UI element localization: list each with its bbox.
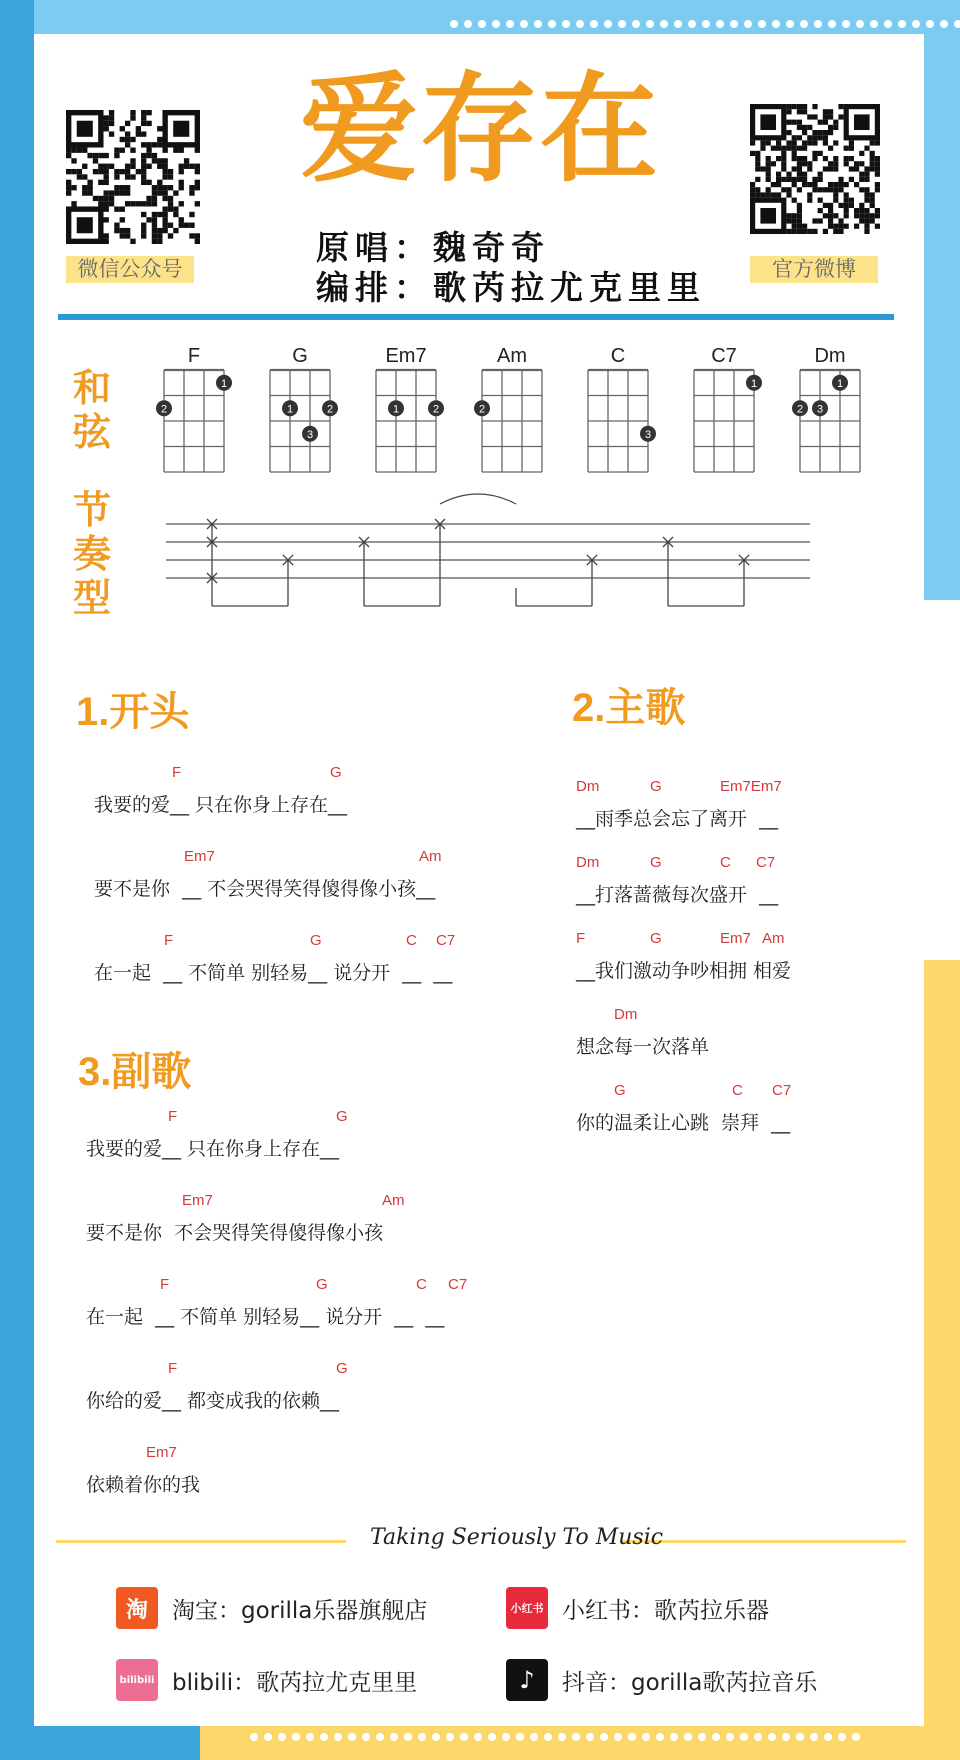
chord-label: C7 xyxy=(448,1276,468,1293)
chord-name: Em7 xyxy=(385,345,427,367)
douyin-icon: ♪ xyxy=(506,1659,548,1701)
decor-dot xyxy=(698,1733,706,1741)
singer-name: 魏奇奇 xyxy=(433,228,550,267)
decor-dot xyxy=(838,1733,846,1741)
chord-diagrams xyxy=(140,336,900,476)
section-chorus-title: 3.副歌 xyxy=(78,1050,192,1094)
finger-number: 2 xyxy=(478,403,486,416)
decor-dot xyxy=(628,1733,636,1741)
decor-dot xyxy=(376,1733,384,1741)
chord-label: F xyxy=(168,1108,178,1125)
decor-dot xyxy=(642,1733,650,1741)
decor-dot xyxy=(548,20,556,28)
decor-dot xyxy=(870,20,878,28)
decor-dot xyxy=(460,1733,468,1741)
lyric-text: 想念每一次落单 xyxy=(576,1036,710,1058)
decor-dot xyxy=(758,20,766,28)
lyric-text: 我要的爱__ 只在你身上存在__ xyxy=(86,1138,340,1160)
decor-dot xyxy=(478,20,486,28)
chord-label: G xyxy=(650,854,662,871)
decor-dot xyxy=(782,1733,790,1741)
decor-dot xyxy=(684,1733,692,1741)
decor-dot xyxy=(600,1733,608,1741)
chord-label: G xyxy=(650,778,662,795)
decor-dot xyxy=(586,1733,594,1741)
decor-dot xyxy=(446,1733,454,1741)
decor-dot xyxy=(576,20,584,28)
chord-label: C xyxy=(720,854,731,871)
lyric-line xyxy=(576,1006,960,1062)
chord-diagram xyxy=(588,345,656,472)
decor-dot xyxy=(562,20,570,28)
lyric-text: 我要的爱__ 只在你身上存在__ xyxy=(94,794,348,816)
finger-number: 2 xyxy=(796,403,804,416)
decor-dot xyxy=(432,1733,440,1741)
chord-label: F xyxy=(164,932,174,949)
decor-dot xyxy=(502,1733,510,1741)
bg-blue-bottom xyxy=(0,1726,200,1760)
decor-dot xyxy=(810,1733,818,1741)
decor-dot xyxy=(558,1733,566,1741)
decor-dot xyxy=(278,1733,286,1741)
chord-name: Am xyxy=(497,345,527,367)
chord-label: C xyxy=(406,932,417,949)
chord-diagram xyxy=(792,345,860,472)
lyric-line xyxy=(94,764,514,820)
decor-dot xyxy=(572,1733,580,1741)
decor-dot xyxy=(702,20,710,28)
chord-diagram xyxy=(376,345,444,472)
decor-dot xyxy=(828,20,836,28)
decor-dot xyxy=(898,20,906,28)
decor-dot xyxy=(292,1733,300,1741)
section-verse-title: 2.主歌 xyxy=(572,686,686,730)
decor-dot xyxy=(464,20,472,28)
xiaohongshu-icon: 小红书 xyxy=(506,1587,548,1629)
decor-dot xyxy=(488,1733,496,1741)
decor-dot xyxy=(264,1733,272,1741)
finger-number: 3 xyxy=(816,403,824,416)
social-taobao-text: 淘宝：gorilla乐器旗舰店 xyxy=(172,1597,428,1624)
lyric-line xyxy=(86,1276,506,1332)
lyric-line xyxy=(576,930,960,986)
lyric-line xyxy=(576,1082,960,1138)
lyric-text: __打落蔷薇每次盛开 __ xyxy=(576,884,779,906)
decor-dot xyxy=(362,1733,370,1741)
header-divider xyxy=(58,314,894,320)
decor-dot xyxy=(912,20,920,28)
chords-side-label: 和弦 xyxy=(72,366,111,454)
arranger-credit xyxy=(316,262,706,309)
decor-dot xyxy=(520,20,528,28)
chord-diagram xyxy=(156,345,232,472)
chord-label: G xyxy=(330,764,342,781)
decor-dot xyxy=(250,1733,258,1741)
decor-dot xyxy=(544,1733,552,1741)
lyric-text: 在一起 __ 不简单 别轻易__ 说分开 __ __ xyxy=(94,962,453,984)
finger-number: 1 xyxy=(286,403,294,416)
social-douyin-text: 抖音：gorilla歌芮拉音乐 xyxy=(562,1669,818,1696)
chord-label: G xyxy=(336,1108,348,1125)
decor-dot xyxy=(688,20,696,28)
decor-dot xyxy=(306,1733,314,1741)
lyric-text: 要不是你 不会哭得笑得傻得像小孩 xyxy=(86,1222,384,1244)
chord-label: G xyxy=(336,1360,348,1377)
lyric-line xyxy=(94,932,514,988)
finger-number: 1 xyxy=(392,403,400,416)
chord-label: G xyxy=(316,1276,328,1293)
lyric-text: 你的温柔让心跳 崇拜 __ xyxy=(576,1112,791,1134)
lyric-line xyxy=(86,1444,506,1500)
section-intro-title: 1.开头 xyxy=(76,690,190,734)
chord-label: F xyxy=(576,930,586,947)
decor-dot xyxy=(530,1733,538,1741)
lyric-text: 你给的爱__ 都变成我的依赖__ xyxy=(86,1390,340,1412)
decor-dot xyxy=(940,20,948,28)
chord-label: F xyxy=(172,764,182,781)
decor-dot xyxy=(716,20,724,28)
chord-name: Dm xyxy=(814,345,846,367)
chord-label: G xyxy=(650,930,662,947)
decor-dot xyxy=(348,1733,356,1741)
chord-label: Em7 xyxy=(182,1192,213,1209)
decor-dot xyxy=(856,20,864,28)
decor-dot xyxy=(800,20,808,28)
chord-name: F xyxy=(187,345,201,367)
decor-dot xyxy=(614,1733,622,1741)
finger-number: 2 xyxy=(160,403,168,416)
bilibili-icon: bilibili xyxy=(116,1659,158,1701)
weibo-caption: 官方微博 xyxy=(750,256,878,283)
decor-dot xyxy=(744,20,752,28)
finger-number: 2 xyxy=(326,403,334,416)
decor-dot xyxy=(712,1733,720,1741)
chord-label: Em7 xyxy=(720,930,751,947)
chord-label: Em7Em7 xyxy=(720,778,782,795)
decor-dot xyxy=(334,1733,342,1741)
decor-dot xyxy=(618,20,626,28)
decor-dot xyxy=(492,20,500,28)
decor-dot xyxy=(772,20,780,28)
bg-yellow-bottom xyxy=(200,1726,960,1760)
decor-dot xyxy=(786,20,794,28)
social-taobao[interactable] xyxy=(116,1586,427,1630)
rhythm-slur xyxy=(440,494,516,504)
decor-dot xyxy=(754,1733,762,1741)
weibo-qr-code xyxy=(750,104,880,244)
decor-dot xyxy=(590,20,598,28)
decor-dot xyxy=(740,1733,748,1741)
chord-label: Am xyxy=(762,930,785,947)
chord-label: C7 xyxy=(436,932,456,949)
lyric-line xyxy=(86,1360,506,1416)
bg-blue-left xyxy=(0,0,34,1760)
chord-label: C xyxy=(732,1082,743,1099)
social-bilibili[interactable] xyxy=(116,1658,417,1702)
chord-name: C xyxy=(610,345,626,367)
chord-label: C xyxy=(416,1276,427,1293)
singer-label: 原唱： xyxy=(316,228,433,267)
finger-number: 3 xyxy=(644,428,652,441)
bg-blue-right xyxy=(924,0,960,600)
footer-line-left xyxy=(56,1540,346,1543)
decor-dot xyxy=(768,1733,776,1741)
decor-dot xyxy=(796,1733,804,1741)
bg-yellow-right xyxy=(924,960,960,1760)
chord-label: Dm xyxy=(614,1006,638,1023)
social-xiaohongshu-text: 小红书：歌芮拉乐器 xyxy=(562,1597,769,1624)
rhythm-pattern xyxy=(160,488,820,618)
decor-dot xyxy=(814,20,822,28)
song-title: 爱存在 xyxy=(300,60,661,198)
decor-dot xyxy=(726,1733,734,1741)
decor-dot xyxy=(604,20,612,28)
finger-number: 1 xyxy=(750,377,758,390)
decor-dot xyxy=(646,20,654,28)
chord-diagram xyxy=(474,345,542,472)
chord-label: Dm xyxy=(576,854,600,871)
decor-dot xyxy=(418,1733,426,1741)
taobao-icon: 淘 xyxy=(116,1587,158,1629)
decor-dot xyxy=(320,1733,328,1741)
lyric-line xyxy=(86,1108,506,1164)
lyric-line xyxy=(86,1192,506,1248)
top-dots xyxy=(450,20,960,28)
chord-label: Am xyxy=(419,848,442,865)
lyric-text: 依赖着你的我 xyxy=(86,1474,201,1496)
decor-dot xyxy=(534,20,542,28)
lyric-text: 要不是你 __ 不会哭得笑得傻得像小孩__ xyxy=(94,878,436,900)
decor-dot xyxy=(660,20,668,28)
lyric-line xyxy=(94,848,514,904)
wechat-qr-code xyxy=(66,110,200,244)
decor-dot xyxy=(450,20,458,28)
lyric-text: __我们激动争吵相拥 相爱 xyxy=(576,960,792,982)
decor-dot xyxy=(926,20,934,28)
decor-dot xyxy=(842,20,850,28)
decor-dot xyxy=(404,1733,412,1741)
decor-dot xyxy=(516,1733,524,1741)
chord-label: F xyxy=(160,1276,170,1293)
lyric-text: __雨季总会忘了离开 __ xyxy=(576,808,779,830)
arranger-name: 歌芮拉尤克里里 xyxy=(433,268,706,307)
wechat-caption: 微信公众号 xyxy=(66,256,194,283)
chord-label: Dm xyxy=(576,778,600,795)
chord-label: G xyxy=(310,932,322,949)
finger-number: 2 xyxy=(432,403,440,416)
decor-dot xyxy=(884,20,892,28)
arranger-label: 编排： xyxy=(316,268,433,307)
decor-dot xyxy=(390,1733,398,1741)
decor-dot xyxy=(670,1733,678,1741)
finger-number: 1 xyxy=(220,377,228,390)
chord-label: Em7 xyxy=(184,848,215,865)
finger-number: 1 xyxy=(836,377,844,390)
chord-label: C7 xyxy=(772,1082,792,1099)
finger-number: 3 xyxy=(306,428,314,441)
chord-label: C7 xyxy=(756,854,776,871)
rhythm-side-label: 节奏型 xyxy=(72,488,111,620)
footer-tagline: Taking Seriously To Music xyxy=(370,1525,664,1550)
social-bilibili-text: blibili：歌芮拉尤克里里 xyxy=(172,1669,418,1696)
bottom-dots xyxy=(250,1733,860,1741)
decor-dot xyxy=(474,1733,482,1741)
decor-dot xyxy=(506,20,514,28)
chord-diagram xyxy=(694,345,762,472)
social-xiaohongshu[interactable] xyxy=(506,1586,769,1630)
decor-dot xyxy=(632,20,640,28)
lyric-line xyxy=(576,854,960,910)
social-douyin[interactable] xyxy=(506,1658,817,1702)
decor-dot xyxy=(852,1733,860,1741)
chord-label: F xyxy=(168,1360,178,1377)
chord-name: G xyxy=(292,345,308,367)
bg-blue-top xyxy=(0,0,960,34)
chord-diagram xyxy=(270,345,338,472)
decor-dot xyxy=(954,20,960,28)
decor-dot xyxy=(674,20,682,28)
chord-label: Em7 xyxy=(146,1444,177,1461)
lyric-line xyxy=(576,778,960,834)
decor-dot xyxy=(656,1733,664,1741)
lyric-text: 在一起 __ 不简单 别轻易__ 说分开 __ __ xyxy=(86,1306,445,1328)
chord-label: Am xyxy=(382,1192,405,1209)
decor-dot xyxy=(824,1733,832,1741)
chord-label: G xyxy=(614,1082,626,1099)
decor-dot xyxy=(730,20,738,28)
chord-name: C7 xyxy=(711,345,737,367)
